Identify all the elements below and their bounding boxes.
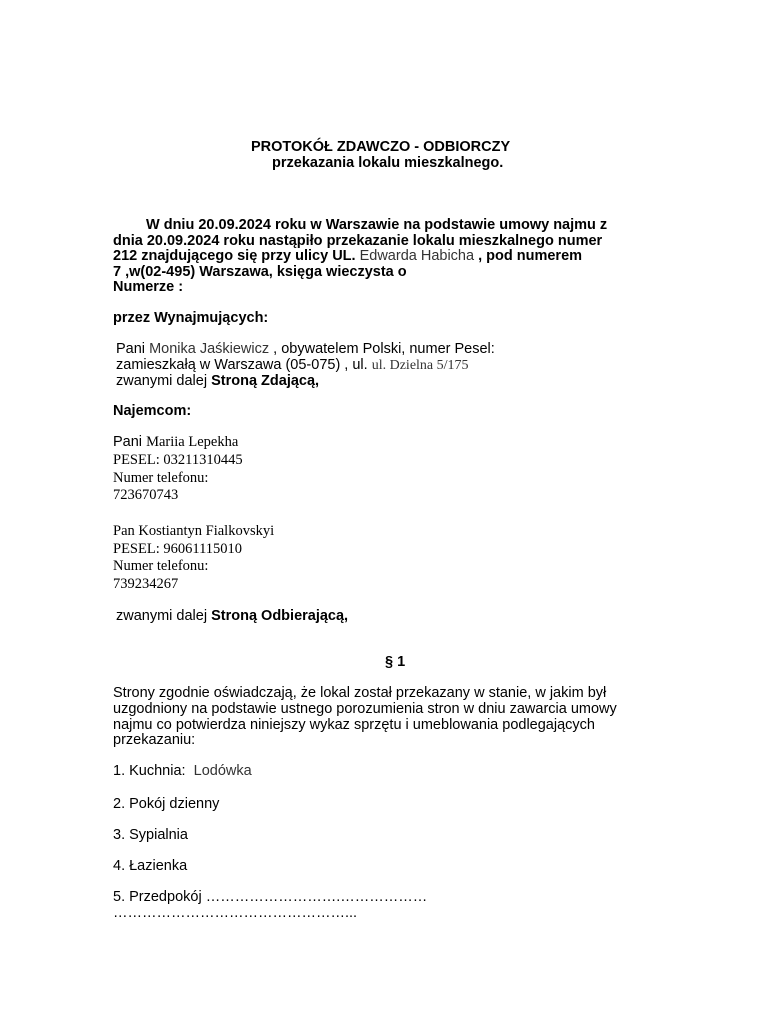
- section-paragraph-line-3: najmu co potwierdza niniejszy wykaz sprzętu i umeblowania podlegających: [113, 717, 595, 733]
- section-paragraph-line-4: przekazaniu:: [113, 732, 196, 748]
- landlord-line-2: zamieszkałą w Warszawa (05-075) , ul. ul. Dzielna 5/175: [116, 357, 469, 373]
- document-subtitle: przekazania lokalu mieszkalnego.: [272, 155, 504, 171]
- list-item-kitchen: 1. Kuchnia: Lodówka: [113, 763, 252, 779]
- list-item-bedroom: 3. Sypialnia: [113, 827, 188, 843]
- list-item-hallway-continued: …………………………………………...: [113, 905, 358, 921]
- intro-line-4: 7 ,w(02-495) Warszawa, księga wieczysta o: [113, 264, 407, 280]
- section-paragraph-line-1: Strony zgodnie oświadczają, że lokal został przekazany w stanie, w jakim był: [113, 685, 607, 701]
- intro-line-2: dnia 20.09.2024 roku nastąpiło przekazanie lokalu mieszkalnego numer: [113, 233, 603, 249]
- document-title: PROTOKÓŁ ZDAWCZO - ODBIORCZY: [251, 139, 511, 155]
- tenants-role: Stroną Odbierającą,: [211, 608, 349, 624]
- landlord-role: Stroną Zdającą,: [211, 373, 320, 389]
- landlord-name: Monika Jaśkiewicz: [149, 341, 270, 357]
- tenant-2-name: Pan Kostiantyn Fialkovskyi: [113, 523, 275, 539]
- kitchen-value: Lodówka: [193, 763, 252, 779]
- tenants-role-line: zwanymi dalej Stroną Odbierającą,: [116, 608, 349, 624]
- landlord-line-3: zwanymi dalej Stroną Zdającą,: [116, 373, 320, 389]
- tenant-1-name: Pani Mariia Lepekha: [113, 434, 239, 450]
- street-name: Edwarda Habicha: [359, 248, 475, 264]
- intro-line-3: 212 znajdującego się przy ulicy UL. Edwarda Habicha , pod numerem: [113, 248, 583, 264]
- tenants-heading: Najemcom:: [113, 403, 192, 419]
- tenant-2-pesel: PESEL: 96061115010: [113, 541, 243, 557]
- intro-line-1: W dniu 20.09.2024 roku w Warszawie na podstawie umowy najmu z: [146, 217, 608, 233]
- list-item-living-room: 2. Pokój dzienny: [113, 796, 220, 812]
- section-heading: § 1: [385, 654, 406, 670]
- section-paragraph-line-2: uzgodniony na podstawie ustnego porozumienia stron w dniu zawarcia umowy: [113, 701, 617, 717]
- tenant-1-pesel: PESEL: 03211310445: [113, 452, 243, 468]
- intro-line-5: Numerze :: [113, 279, 184, 295]
- landlords-heading: przez Wynajmujących:: [113, 310, 269, 326]
- list-item-bathroom: 4. Łazienka: [113, 858, 188, 874]
- tenant-1-phone-label: Numer telefonu:: [113, 470, 209, 486]
- tenant-2-phone: 739234267: [113, 576, 179, 592]
- list-item-hallway: 5. Przedpokój ……………………….………………: [113, 889, 428, 905]
- tenant-1-phone: 723670743: [113, 487, 179, 503]
- landlord-line-1: Pani Monika Jaśkiewicz , obywatelem Polski, numer Pesel:: [116, 341, 495, 357]
- tenant-2-phone-label: Numer telefonu:: [113, 558, 209, 574]
- landlord-street: ul. Dzielna 5/175: [371, 358, 469, 373]
